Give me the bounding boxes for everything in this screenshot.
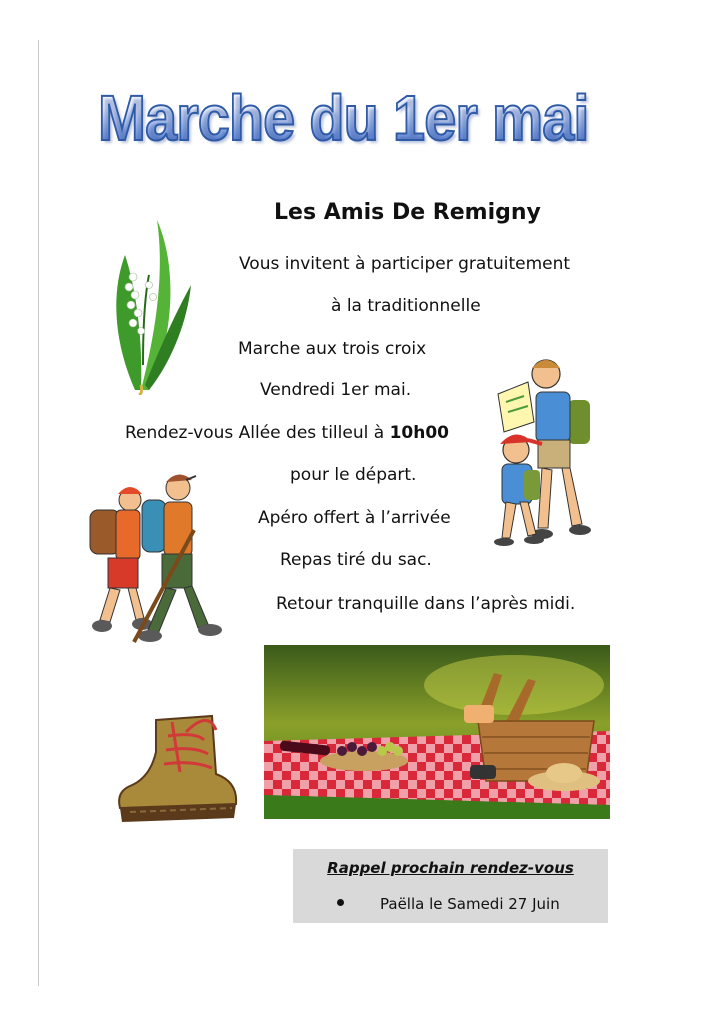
depart-line: pour le départ.: [290, 465, 417, 485]
page-margin-line: [38, 40, 39, 986]
reminder-box: [293, 849, 608, 923]
repas-line: Repas tiré du sac.: [280, 550, 432, 570]
club-name: Les Amis De Remigny: [274, 200, 541, 225]
traditionnelle-line: à la traditionnelle: [331, 296, 481, 316]
reminder-item-text: Paëlla le Samedi 27 Juin: [380, 895, 560, 913]
lily-of-the-valley-illustration: [105, 215, 195, 395]
date-line: Vendredi 1er mai.: [260, 380, 412, 400]
marche-line: Marche aux trois croix: [238, 339, 427, 359]
bullet-icon: [337, 899, 344, 906]
rdv-time: 10h00: [389, 423, 449, 443]
invite-line: Vous invitent à participer gratuitement: [239, 254, 571, 274]
rdv-text: Rendez-vous Allée des tilleul à: [125, 423, 390, 443]
reminder-item: [337, 895, 560, 913]
reminder-title: Rappel prochain rendez-vous: [327, 859, 574, 877]
hikers-with-map-illustration: [488, 352, 603, 552]
picnic-illustration: [264, 645, 610, 819]
page-title: Marche du 1er mai: [98, 82, 589, 154]
rdv-line: [125, 423, 449, 443]
retour-line: Retour tranquille dans l’après midi.: [276, 594, 576, 614]
apero-line: Apéro offert à l’arrivée: [258, 508, 451, 528]
hikers-walking-illustration: [86, 470, 234, 648]
hiking-boot-illustration: [116, 712, 240, 828]
